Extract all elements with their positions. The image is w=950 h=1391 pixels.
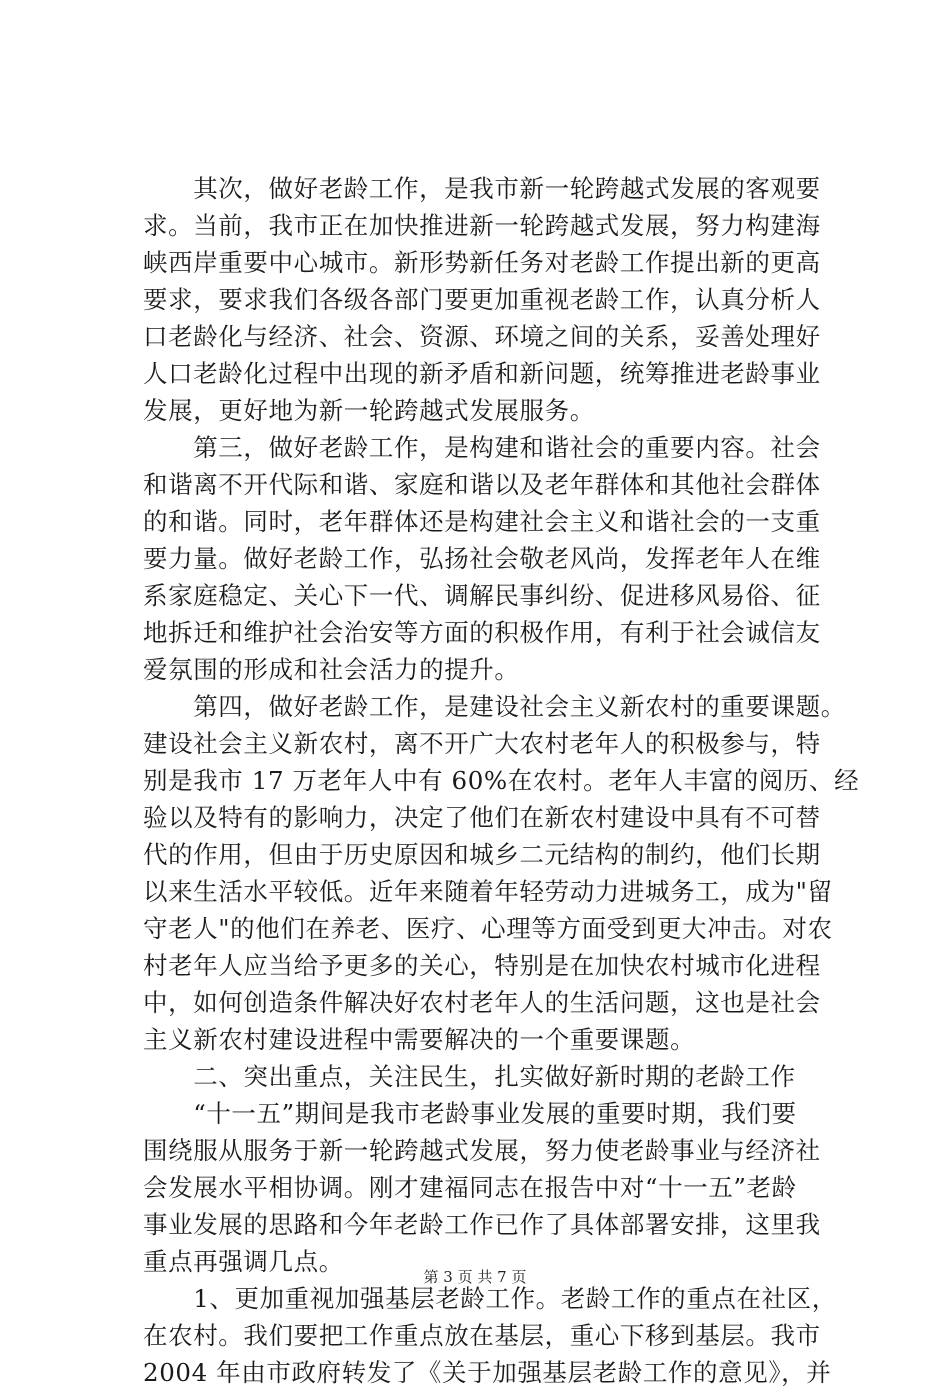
text-line: “十一五”期间是我市老龄事业发展的重要时期，我们要 bbox=[143, 1099, 797, 1128]
page-number-footer: 第 3 页 共 7 页 bbox=[423, 1268, 527, 1286]
text-line: 中，如何创造条件解决好农村老年人的生活问题，这也是社会 bbox=[143, 988, 821, 1017]
section-heading: 二、突出重点，关注民生，扎实做好新时期的老龄工作 bbox=[143, 1062, 796, 1091]
text-line: 主义新农村建设进程中需要解决的一个重要课题。 bbox=[143, 1025, 696, 1054]
text-line: 地拆迁和维护社会治安等方面的积极作用，有利于社会诚信友 bbox=[143, 618, 821, 647]
text-line: 的和谐。同时，老年群体还是构建社会主义和谐社会的一支重 bbox=[143, 507, 821, 536]
text-line: 别是我市 17 万老年人中有 60%在农村。老年人丰富的阅历、经 bbox=[143, 766, 860, 795]
text-line: 1、更加重视加强基层老龄工作。老龄工作的重点在社区， bbox=[143, 1284, 837, 1313]
text-line: 要求，要求我们各级各部门要更加重视老龄工作，认真分析人 bbox=[143, 285, 821, 314]
text-line: 发展，更好地为新一轮跨越式发展服务。 bbox=[143, 396, 595, 425]
text-line: 事业发展的思路和今年老龄工作已作了具体部署安排，这里我 bbox=[143, 1210, 821, 1239]
text-line: 守老人"的他们在养老、医疗、心理等方面受到更大冲击。对农 bbox=[143, 914, 833, 943]
text-line: 求。当前，我市正在加快推进新一轮跨越式发展，努力构建海 bbox=[143, 211, 821, 240]
text-line: 重点再强调几点。 bbox=[143, 1247, 344, 1276]
text-line: 爱氛围的形成和社会活力的提升。 bbox=[143, 655, 520, 684]
text-line: 和谐离不开代际和谐、家庭和谐以及老年群体和其他社会群体 bbox=[143, 470, 821, 499]
text-line: 以来生活水平较低。近年来随着年轻劳动力进城务工，成为"留 bbox=[143, 877, 833, 906]
text-line: 在农村。我们要把工作重点放在基层，重心下移到基层。我市 bbox=[143, 1321, 821, 1350]
text-line: 会发展水平相协调。刚才建福同志在报告中对“十一五”老龄 bbox=[143, 1173, 797, 1202]
text-line: 围绕服从服务于新一轮跨越式发展，努力使老龄事业与经济社 bbox=[143, 1136, 821, 1165]
text-line: 2004 年由市政府转发了《关于加强基层老龄工作的意见》，并 bbox=[143, 1358, 832, 1387]
text-line: 口老龄化与经济、社会、资源、环境之间的关系，妥善处理好 bbox=[143, 322, 821, 351]
text-line: 要力量。做好老龄工作，弘扬社会敬老风尚，发挥老年人在维 bbox=[143, 544, 821, 573]
text-line: 验以及特有的影响力，决定了他们在新农村建设中具有不可替 bbox=[143, 803, 821, 832]
text-line: 峡西岸重要中心城市。新形势新任务对老龄工作提出新的更高 bbox=[143, 248, 821, 277]
document-body bbox=[143, 170, 860, 1391]
text-line: 第三，做好老龄工作，是构建和谐社会的重要内容。社会 bbox=[143, 433, 821, 462]
text-line: 建设社会主义新农村，离不开广大农村老年人的积极参与，特 bbox=[143, 729, 821, 758]
text-line: 村老年人应当给予更多的关心，特别是在加快农村城市化进程 bbox=[143, 951, 821, 980]
text-line: 其次，做好老龄工作，是我市新一轮跨越式发展的客观要 bbox=[143, 174, 821, 203]
text-line: 系家庭稳定、关心下一代、调解民事纠纷、促进移风易俗、征 bbox=[143, 581, 821, 610]
text-line: 人口老龄化过程中出现的新矛盾和新问题，统筹推进老龄事业 bbox=[143, 359, 821, 388]
text-line: 代的作用，但由于历史原因和城乡二元结构的制约，他们长期 bbox=[143, 840, 821, 869]
text-line: 第四，做好老龄工作，是建设社会主义新农村的重要课题。 bbox=[143, 692, 846, 721]
